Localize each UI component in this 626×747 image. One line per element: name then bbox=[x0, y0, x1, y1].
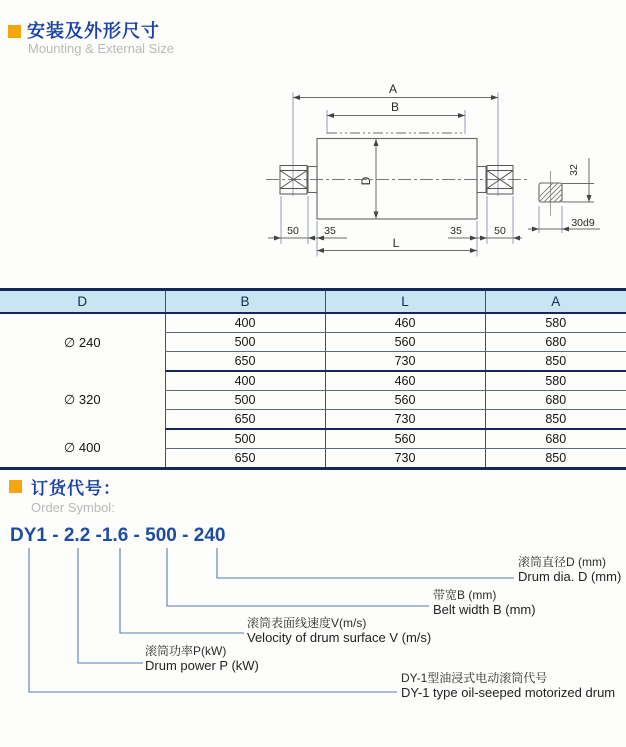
callout-power-cn: 滚筒功率P(kW) bbox=[145, 644, 227, 658]
cell-b: 650 bbox=[165, 410, 325, 430]
cell-a: 680 bbox=[485, 429, 626, 449]
cell-a: 580 bbox=[485, 371, 626, 391]
dim-label-l: L bbox=[392, 236, 400, 250]
drum-body bbox=[317, 139, 477, 220]
callout-velocity bbox=[247, 616, 431, 645]
cell-a: 580 bbox=[485, 313, 626, 333]
cell-a: 680 bbox=[485, 333, 626, 352]
leader-velocity bbox=[120, 548, 244, 633]
cell-b: 500 bbox=[165, 333, 325, 352]
cell-l: 460 bbox=[325, 313, 485, 333]
leader-drum-dia bbox=[217, 548, 514, 578]
callout-type-cn: DY-1型油浸式电动滚筒代号 bbox=[401, 671, 548, 685]
cell-a: 850 bbox=[485, 410, 626, 430]
dim-label-d: D bbox=[359, 176, 373, 186]
callout-type bbox=[401, 671, 615, 700]
col-header-l: L bbox=[325, 290, 485, 314]
dim-label-35-right: 35 bbox=[450, 225, 462, 237]
table-row bbox=[0, 429, 626, 449]
cell-b: 500 bbox=[165, 429, 325, 449]
table-row bbox=[0, 313, 626, 333]
cell-a: 680 bbox=[485, 391, 626, 410]
section-title-mounting-cn: 安装及外形尺寸 bbox=[27, 21, 160, 41]
callout-power bbox=[145, 644, 259, 673]
cell-b: 650 bbox=[165, 352, 325, 372]
callout-power-en: Drum power P (kW) bbox=[145, 658, 259, 673]
cell-b: 400 bbox=[165, 371, 325, 391]
callout-belt-width-en: Belt width B (mm) bbox=[433, 602, 536, 617]
col-header-b: B bbox=[165, 290, 325, 314]
dimension-table bbox=[0, 288, 626, 470]
callout-velocity-cn: 滚筒表面线速度V(m/s) bbox=[247, 616, 367, 630]
callout-velocity-en: Velocity of drum surface V (m/s) bbox=[247, 630, 432, 645]
cell-a: 850 bbox=[485, 352, 626, 372]
col-header-d: D bbox=[0, 290, 165, 314]
dim-label-30d9: 30d9 bbox=[571, 217, 595, 229]
dim-label-35-left: 35 bbox=[324, 225, 336, 237]
dim-label-32: 32 bbox=[568, 164, 580, 176]
cell-l: 460 bbox=[325, 371, 485, 391]
dim-label-a: A bbox=[388, 82, 398, 96]
table-row bbox=[0, 371, 626, 391]
cell-l: 730 bbox=[325, 410, 485, 430]
cell-l: 730 bbox=[325, 352, 485, 372]
diameter-cell: ∅ 240 bbox=[63, 334, 101, 350]
dim-label-b: B bbox=[390, 100, 400, 114]
callout-drum-dia-en: Drum dia. D (mm) bbox=[518, 569, 622, 584]
drum-technical-drawing bbox=[0, 78, 626, 263]
cell-b: 500 bbox=[165, 391, 325, 410]
diameter-cell: ∅ 400 bbox=[63, 440, 101, 455]
callout-belt-width bbox=[433, 588, 536, 617]
cell-l: 560 bbox=[325, 333, 485, 352]
cell-b: 400 bbox=[165, 313, 325, 333]
section-bullet-orange bbox=[8, 25, 21, 38]
callout-drum-dia bbox=[518, 555, 621, 584]
leader-power bbox=[78, 548, 143, 663]
cell-a: 850 bbox=[485, 449, 626, 469]
leader-belt-width bbox=[167, 548, 429, 606]
section-title-order-cn: 订货代号： bbox=[31, 479, 121, 498]
cell-l: 560 bbox=[325, 429, 485, 449]
table-header-row bbox=[0, 290, 626, 314]
col-header-a: A bbox=[485, 290, 626, 314]
dim-label-50-right: 50 bbox=[494, 225, 506, 237]
dim-label-50-left: 50 bbox=[287, 225, 299, 237]
diameter-cell: ∅ 320 bbox=[63, 392, 101, 407]
callout-drum-dia-cn: 滚筒直径D (mm) bbox=[518, 555, 606, 569]
section-bullet-orange bbox=[9, 480, 22, 493]
section-title-order-en: Order Symbol: bbox=[31, 500, 115, 515]
cell-l: 730 bbox=[325, 449, 485, 469]
callout-belt-width-cn: 带宽B (mm) bbox=[433, 588, 497, 602]
section-title-mounting-en: Mounting & External Size bbox=[28, 41, 174, 56]
cell-l: 560 bbox=[325, 391, 485, 410]
order-code: DY1 - 2.2 -1.6 - 500 - 240 bbox=[10, 525, 226, 546]
cell-b: 650 bbox=[165, 449, 325, 469]
callout-type-en: DY-1 type oil-seeped motorized drum bbox=[401, 685, 616, 700]
